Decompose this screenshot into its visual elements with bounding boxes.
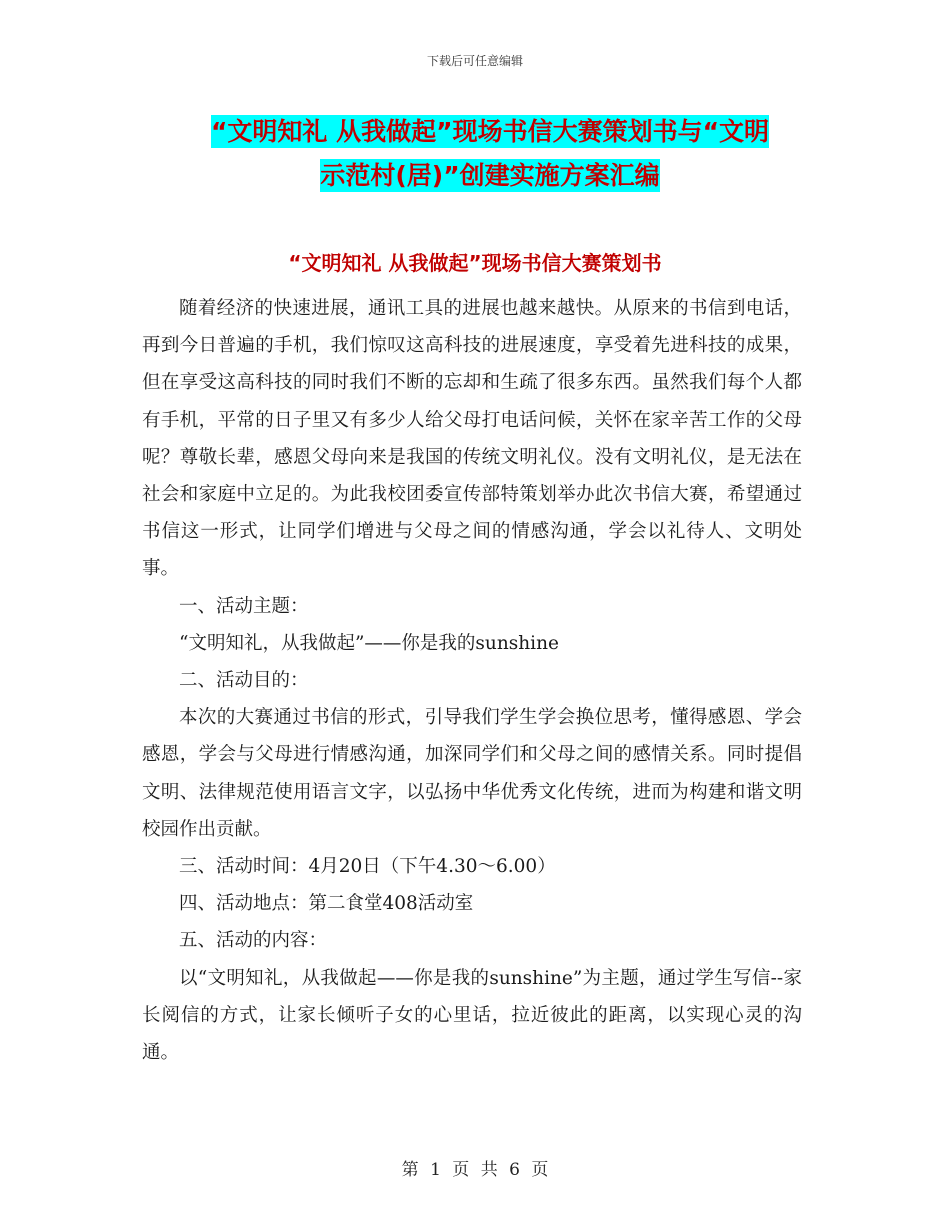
paragraph-time: 三、活动时间：4月20日（下午4.30～6.00） [179,856,556,878]
title-line-2: 示范村(居)”创建实施方案汇编 [320,161,660,190]
paragraph-location: 四、活动地点：第二食堂408活动室 [179,893,474,915]
heading-content: 五、活动的内容： [179,930,328,952]
heading-purpose: 二、活动目的： [179,670,309,692]
paragraph-intro: 随着经济的快速进展，通讯工具的进展也越来越快。从原来的书信到电话，再到今日普遍的手机，我们惊叹这高科技的进展速度，享受着先进科技的成果，但在享受这高科技的同时我们不断的忘却和生疏了很多东西。虽然我们每个人都有手机，平常的日子里又有多少人给父母打电话问候，关怀在家辛苦工作的父母呢？尊敬长辈，感恩父母向来是我国的传统文明礼仪。没有文明礼仪，是无法在社会和家庭中立足的。为此我校团委宣传部特策划举办此次书信大赛，希望通过书信这一形式，让同学们增进与父母之间的情感沟通，学会以礼待人、文明处事。 [142,298,802,580]
paragraph-content: 以“文明知礼，从我做起——你是我的sunshine”为主题，通过学生写信--家长阅信的方式，让家长倾听子女的心里话，拉近彼此的距离，以实现心灵的沟通。 [142,967,802,1064]
document-title [140,110,840,198]
title-line-1: “文明知礼 从我做起”现场书信大赛策划书与“文明 [211,117,769,146]
heading-theme: 一、活动主题： [179,595,309,617]
paragraph-theme: “文明知礼，从我做起”——你是我的sunshine [179,632,559,654]
document-body [142,290,802,1071]
paragraph-purpose: 本次的大赛通过书信的形式，引导我们学生学会换位思考，懂得感恩、学会感恩，学会与父母进行情感沟通，加深同学们和父母之间的感情关系。同时提倡文明、法律规范使用语言文字，以弘扬中华优秀文化传统，进而为构建和谐文明校园作出贡献。 [142,707,802,840]
page-footer: 第 1 页 共 6 页 [401,1160,549,1180]
section-title: “文明知礼 从我做起”现场书信大赛策划书 [288,251,662,275]
page-header: 下载后可任意编辑 [426,54,523,68]
